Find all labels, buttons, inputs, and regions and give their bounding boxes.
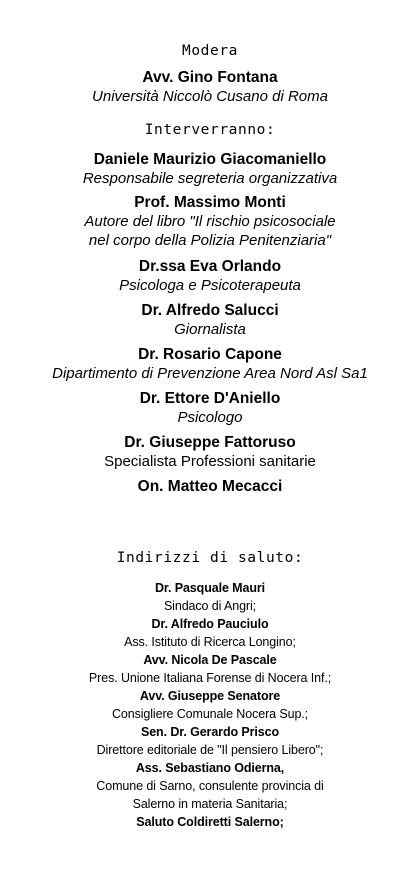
speaker-item <box>0 433 420 471</box>
greetings-section <box>0 550 420 831</box>
moderator-role: Università Niccolò Cusano di Roma <box>92 88 328 105</box>
speaker-name: Dr. Rosario Capone <box>138 346 282 363</box>
moderator-heading: Modera <box>182 43 238 59</box>
speaker-item <box>0 389 420 427</box>
speaker-item <box>0 301 420 339</box>
greeting-name: Saluto Coldiretti Salerno; <box>136 815 284 829</box>
greeting-role: Pres. Unione Italiana Forense di Nocera Inf.; <box>88 671 332 685</box>
speaker-name: Prof. Massimo Monti <box>134 194 286 211</box>
greetings-heading: Indirizzi di saluto: <box>116 550 304 566</box>
speakers-section <box>0 122 420 496</box>
greeting-list <box>0 579 420 831</box>
speaker-item <box>0 477 420 496</box>
speakers-heading: Interverranno: <box>144 122 276 138</box>
speaker-name: On. Matteo Mecacci <box>137 478 283 495</box>
greeting-role: Direttore editoriale de "Il pensiero Libero"; <box>96 743 324 757</box>
greeting-role: Comune di Sarno, consulente provincia di <box>96 779 324 793</box>
speaker-role: Dipartimento di Prevenzione Area Nord Asl Sa1 <box>52 365 368 382</box>
speaker-item <box>0 257 420 295</box>
speaker-role: Psicologa e Psicoterapeuta <box>119 277 301 294</box>
greeting-name: Ass. Sebastiano Odierna, <box>135 761 285 775</box>
speaker-role-line-2: nel corpo della Polizia Penitenziaria" <box>88 232 332 249</box>
speaker-role: Specialista Professioni sanitarie <box>104 453 316 470</box>
greeting-role: Consigliere Comunale Nocera Sup.; <box>111 707 309 721</box>
speaker-name: Dr. Giuseppe Fattoruso <box>124 434 296 451</box>
speaker-name: Dr.ssa Eva Orlando <box>138 258 282 275</box>
speaker-role: Psicologo <box>177 409 243 426</box>
speaker-role: Responsabile segreteria organizzativa <box>82 170 338 187</box>
greeting-name: Sen. Dr. Gerardo Prisco <box>140 725 280 739</box>
greeting-name: Avv. Giuseppe Senatore <box>139 689 281 703</box>
speaker-name: Daniele Maurizio Giacomaniello <box>93 151 327 168</box>
speaker-item <box>0 193 420 250</box>
greeting-name: Dr. Alfredo Pauciulo <box>151 617 269 631</box>
greeting-role: Ass. Istituto di Ricerca Longino; <box>124 635 296 649</box>
moderator-section <box>0 43 420 106</box>
greeting-role-line-2: Salerno in materia Sanitaria; <box>132 797 288 811</box>
speaker-item <box>0 345 420 383</box>
speaker-name: Dr. Alfredo Salucci <box>141 302 279 319</box>
speaker-name: Dr. Ettore D'Aniello <box>139 390 281 407</box>
speaker-role: Autore del libro "Il rischio psicosociale <box>84 213 336 230</box>
moderator-name: Avv. Gino Fontana <box>142 69 278 86</box>
speaker-role: Giornalista <box>174 321 246 338</box>
speaker-item <box>0 150 420 188</box>
greeting-name: Avv. Nicola De Pascale <box>143 653 277 667</box>
greeting-role: Sindaco di Angri; <box>163 599 257 613</box>
greeting-name: Dr. Pasquale Mauri <box>154 581 266 595</box>
